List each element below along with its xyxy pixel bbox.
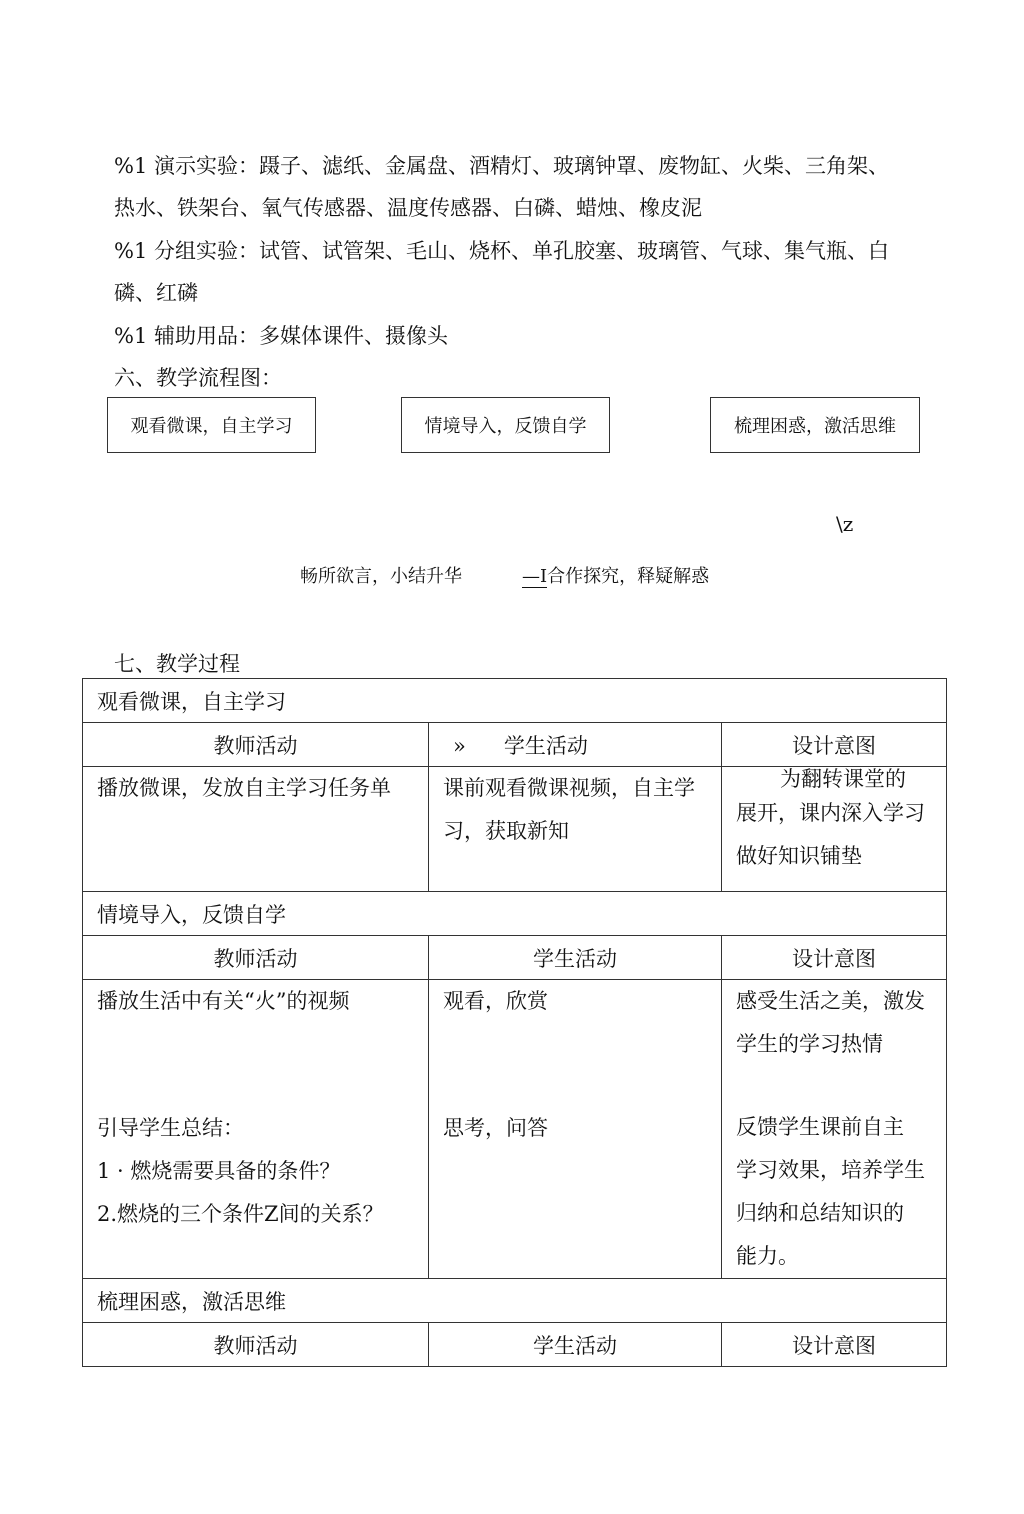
material-aux: %1 辅助用品：多媒体课件、摄像头 bbox=[114, 324, 448, 348]
header-student-activity: 学生活动 bbox=[429, 1323, 722, 1367]
section-title: 梳理困惑，激活思维 bbox=[83, 1279, 947, 1323]
process-heading: 七、教学过程 bbox=[114, 652, 240, 676]
cell-line: 观看，欣赏 bbox=[443, 989, 548, 1013]
table-header-row bbox=[83, 1323, 947, 1367]
flow-step-summary: 畅所欲言，小结升华 bbox=[300, 566, 462, 587]
cell-line: 展开，课内深入学习 bbox=[736, 801, 925, 825]
cell-student bbox=[429, 980, 722, 1279]
cell-line: 习，获取新知 bbox=[443, 819, 569, 843]
flow-box-scenario-intro bbox=[401, 397, 610, 453]
cell-line: 做好知识铺垫 bbox=[736, 844, 862, 868]
table-row bbox=[83, 767, 947, 892]
header-design-intent: 设计意图 bbox=[722, 723, 947, 767]
cell-student bbox=[429, 767, 722, 892]
cell-line: 能力。 bbox=[736, 1244, 799, 1268]
section-title: 情境导入，反馈自学 bbox=[83, 892, 947, 936]
cell-intent bbox=[722, 980, 947, 1279]
flow-arrow-mark: \z bbox=[836, 512, 854, 536]
section-title: 观看微课，自主学习 bbox=[83, 679, 947, 723]
flow-connector-mark: —I bbox=[522, 566, 548, 587]
material-demo-cont: 热水、铁架台、氧气传感器、温度传感器、白磷、蜡烛、橡皮泥 bbox=[114, 196, 702, 220]
header-teacher-activity: 教师活动 bbox=[83, 1323, 429, 1367]
flow-step-label: 合作探究，释疑解惑 bbox=[547, 566, 710, 587]
cell-intent bbox=[722, 767, 947, 892]
cell-line: 1 · 燃烧需要具备的条件？ bbox=[97, 1159, 341, 1183]
flow-heading: 六、教学流程图： bbox=[114, 366, 282, 390]
material-group: %1 分组实验：试管、试管架、毛山、烧杯、单孔胶塞、玻璃管、气球、集气瓶、白 bbox=[114, 239, 889, 263]
cell-line: 为翻转课堂的 bbox=[780, 767, 906, 791]
section-title-row bbox=[83, 1279, 947, 1323]
header-design-intent: 设计意图 bbox=[722, 1323, 947, 1367]
table-header-row bbox=[83, 723, 947, 767]
cell-line: 播放微课，发放自主学习任务单 bbox=[97, 776, 391, 800]
header-student-activity: 学生活动 bbox=[429, 936, 722, 980]
section-title-row bbox=[83, 679, 947, 723]
cell-line: 播放生活中有关“火”的视频 bbox=[97, 989, 350, 1013]
cell-line: 2.燃烧的三个条件Z间的关系？ bbox=[97, 1202, 384, 1226]
flow-box-label: 情境导入，反馈自学 bbox=[424, 416, 587, 437]
header-design-intent: 设计意图 bbox=[722, 936, 947, 980]
process-table bbox=[82, 678, 947, 1367]
material-group-cont: 磷、红磷 bbox=[114, 281, 198, 305]
material-demo: %1 演示实验：蹑子、滤纸、金属盘、酒精灯、玻璃钟罩、废物缸、火柴、三角架、 bbox=[114, 154, 889, 178]
cell-line: 学生的学习热情 bbox=[736, 1032, 883, 1056]
table-row bbox=[83, 980, 947, 1279]
header-marker: » bbox=[453, 733, 466, 758]
cell-line: 学习效果，培养学生 bbox=[736, 1158, 925, 1182]
flow-box-label: 梳理困惑，激活思维 bbox=[734, 416, 896, 437]
header-teacher-activity: 教师活动 bbox=[83, 936, 429, 980]
cell-line: 反馈学生课前自主 bbox=[736, 1115, 904, 1139]
cell-teacher bbox=[83, 980, 429, 1279]
section-title-row bbox=[83, 892, 947, 936]
cell-line: 归纳和总结知识的 bbox=[736, 1201, 904, 1225]
flow-box-label: 观看微课，自主学习 bbox=[130, 416, 293, 437]
header-teacher-activity: 教师活动 bbox=[83, 723, 429, 767]
header-student-activity bbox=[429, 723, 722, 767]
flow-box-sort-confusion bbox=[710, 397, 920, 453]
cell-line: 课前观看微课视频，自主学 bbox=[443, 776, 695, 800]
flow-box-watch-microlesson bbox=[107, 397, 316, 453]
cell-line: 感受生活之美，激发 bbox=[736, 989, 925, 1013]
cell-line: 引导学生总结： bbox=[97, 1116, 244, 1140]
table-header-row bbox=[83, 936, 947, 980]
cell-line: 思考，问答 bbox=[443, 1116, 548, 1140]
header-student-label: 学生活动 bbox=[503, 733, 588, 758]
cell-teacher bbox=[83, 767, 429, 892]
flow-step-explore bbox=[522, 562, 709, 588]
